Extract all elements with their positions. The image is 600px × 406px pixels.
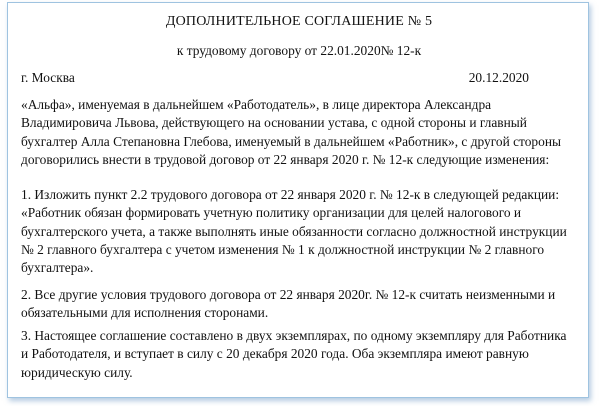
document-frame <box>7 2 589 398</box>
paragraph-clause-2: 2. Все другие условия трудового договора от 22 января 2020г. № 12-к считать неизменными и обязательными для исполнения сторонами. <box>21 287 556 321</box>
paragraph-clause-3: 3. Настоящее соглашение составлено в двух экземплярах, по одному экземпляру для Работника и Работодателя, и вступает в силу с 20 декабря 2020 года. Оба экземпляра имеют равную юридическую силу. <box>21 328 567 380</box>
document-city: г. Москва <box>21 70 75 85</box>
paragraph-clause-1: 1. Изложить пункт 2.2 трудового договора от 22 января 2020 г. № 12-к в следующей редакции: «Работник обязан формировать учетную политику организации для целей налогового и бухгалтерского учета, а также выполнять иные обязанности согласно должностной инструкции № 2 главного бухгалтера с учетом изменения № 1 к должностной инструкции № 2 главного бухгалтера». <box>21 187 567 276</box>
paragraph-preamble: «Альфа», именуемая в дальнейшем «Работодатель», в лице директора Александра Владимировича Львова, действующего на основании устава, с одной стороны и главный бухгалтер Алла Степановна Глебова, именуемый в дальнейшем «Работник», с другой стороны договорились внести в трудовой договор от 22 января 2020 г. № 12-к следующие изменения: <box>21 97 561 167</box>
document-page <box>8 3 590 399</box>
document-date: 20.12.2020 <box>468 70 529 85</box>
document-subtitle: к трудовому договору от 22.01.2020№ 12-к <box>176 43 422 58</box>
document-title: ДОПОЛНИТЕЛЬНОЕ СОГЛАШЕНИЕ № 5 <box>165 14 433 29</box>
